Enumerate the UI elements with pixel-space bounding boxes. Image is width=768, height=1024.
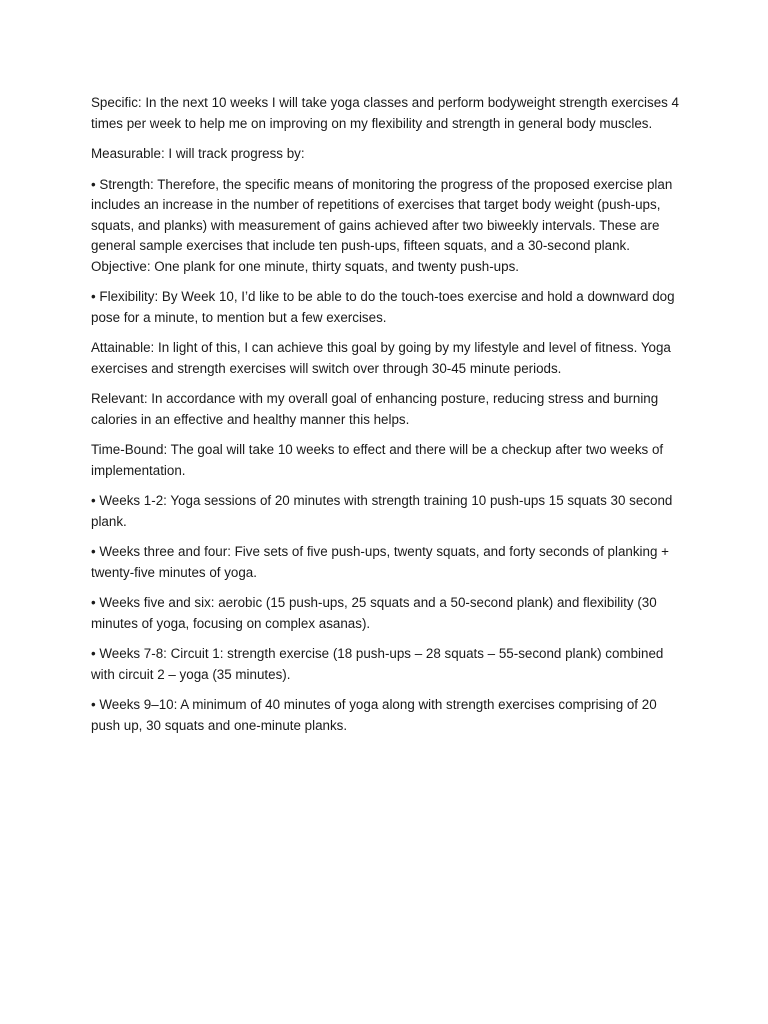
paragraph-measurable: Measurable: I will track progress by: bbox=[91, 146, 305, 161]
paragraph-time-bound: Time-Bound: The goal will take 10 weeks to effect and there will be a checkup after two weeks of implementation. bbox=[91, 442, 664, 478]
paragraph-specific: Specific: In the next 10 weeks I will take yoga classes and perform bodyweight strength exercises 4 times per week to help me on improving on my flexibility and strength in general body muscles. bbox=[91, 95, 679, 131]
bullet-weeks-5-6: • Weeks five and six: aerobic (15 push-ups, 25 squats and a 50-second plank) and flexibility (30 minutes of yoga, focusing on complex asanas). bbox=[91, 595, 657, 631]
bullet-strength: • Strength: Therefore, the specific means of monitoring the progress of the proposed exercise plan includes an increase in the number of repetitions of exercises that target body weight (push-ups, squats, and planks) with measurement of gains achieved after two biweekly intervals. These are general sample exercises that include ten push-ups, fifteen squats, and a 30-second plank. Objective: One plank for one minute, thirty squats, and twenty push-ups. bbox=[91, 176, 673, 274]
paragraph-attainable: Attainable: In light of this, I can achieve this goal by going by my lifestyle and level of fitness. Yoga exercises and strength exercises will switch over through 30-45 minute periods. bbox=[91, 340, 671, 376]
document-body bbox=[91, 93, 679, 746]
bullet-weeks-3-4: • Weeks three and four: Five sets of five push-ups, twenty squats, and forty seconds of planking + twenty-five minutes of yoga. bbox=[91, 544, 669, 580]
bullet-flexibility: • Flexibility: By Week 10, I’d like to be able to do the touch-toes exercise and hold a downward dog pose for a minute, to mention but a few exercises. bbox=[91, 289, 675, 325]
paragraph-relevant: Relevant: In accordance with my overall goal of enhancing posture, reducing stress and burning calories in an effective and healthy manner this helps. bbox=[91, 391, 659, 427]
bullet-weeks-9-10: • Weeks 9–10: A minimum of 40 minutes of yoga along with strength exercises comprising of 20 push up, 30 squats and one-minute planks. bbox=[91, 697, 657, 733]
bullet-weeks-1-2: • Weeks 1-2: Yoga sessions of 20 minutes with strength training 10 push-ups 15 squats 30 second plank. bbox=[91, 493, 673, 529]
bullet-weeks-7-8: • Weeks 7-8: Circuit 1: strength exercise (18 push-ups – 28 squats – 55-second plank) combined with circuit 2 – yoga (35 minutes). bbox=[91, 646, 664, 682]
